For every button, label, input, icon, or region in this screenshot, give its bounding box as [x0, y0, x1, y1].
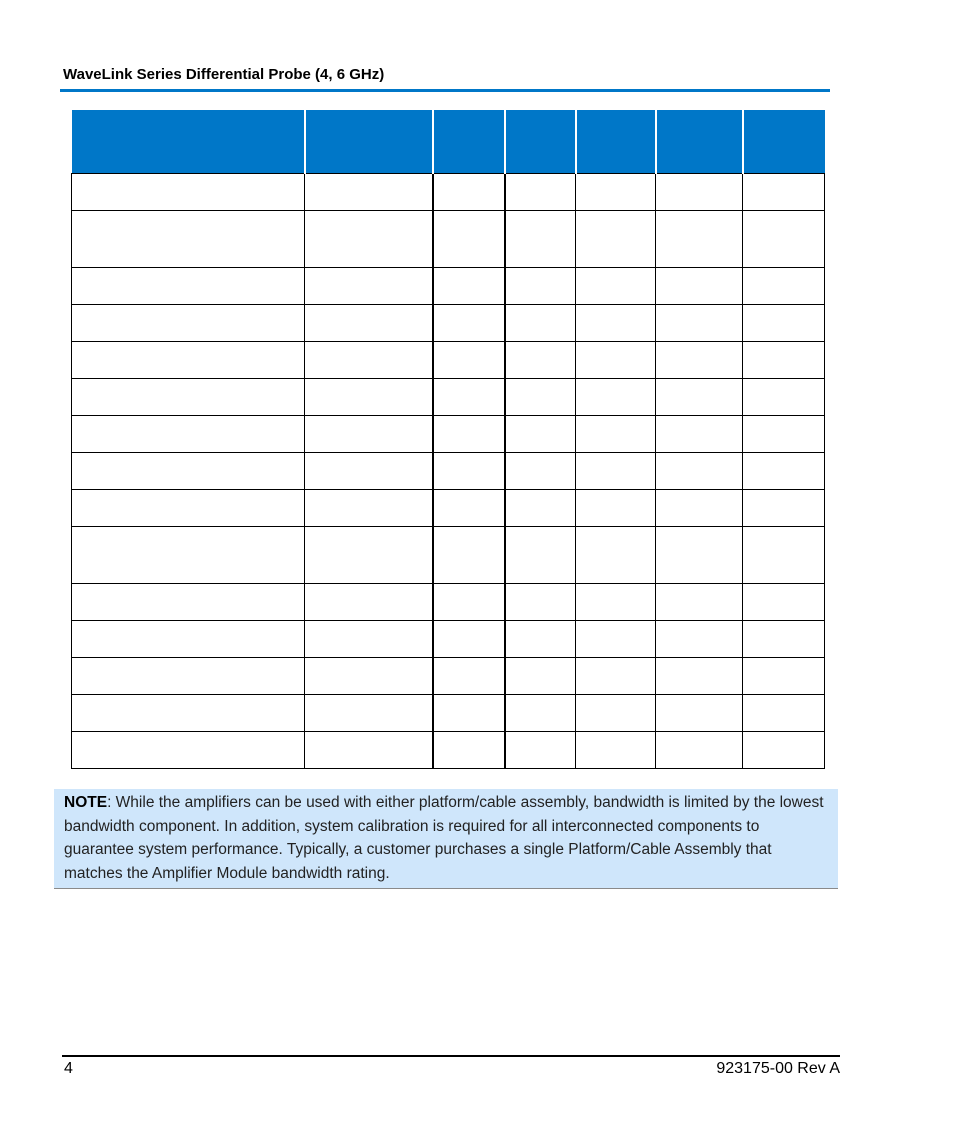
table-cell — [656, 658, 743, 695]
table-row — [72, 584, 825, 621]
table-cell — [505, 584, 576, 621]
table-header-row — [72, 110, 825, 174]
table-row — [72, 658, 825, 695]
table-cell — [305, 621, 433, 658]
header-divider — [60, 89, 830, 92]
table-cell — [576, 174, 656, 211]
table-cell — [743, 174, 825, 211]
table-cell — [656, 621, 743, 658]
table-cell — [305, 416, 433, 453]
table-cell — [743, 695, 825, 732]
table-row — [72, 305, 825, 342]
table-cell — [505, 527, 576, 584]
header-cell — [72, 110, 305, 174]
table-cell — [72, 342, 305, 379]
table-cell — [305, 379, 433, 416]
table-cell — [72, 584, 305, 621]
table-cell — [433, 342, 505, 379]
table-cell — [305, 695, 433, 732]
table-cell — [743, 584, 825, 621]
table-cell — [505, 211, 576, 268]
table-cell — [433, 268, 505, 305]
specification-table — [71, 110, 825, 769]
table-cell — [505, 342, 576, 379]
table-row — [72, 268, 825, 305]
table-cell — [433, 695, 505, 732]
note-text: : While the amplifiers can be used with either platform/cable assembly, bandwidth is limited by the lowest bandwidth component. In addition, system calibration is required for all interconnected components to guarantee system performance. Typically, a customer purchases a single Platform/Cable Assembly that matches the Amplifier Module bandwidth rating. — [64, 794, 824, 882]
table-cell — [433, 211, 505, 268]
table-cell — [505, 732, 576, 769]
table-cell — [72, 490, 305, 527]
table-cell — [305, 453, 433, 490]
table-cell — [433, 732, 505, 769]
header-cell — [433, 110, 505, 174]
table-cell — [505, 379, 576, 416]
table-cell — [433, 416, 505, 453]
table-cell — [305, 584, 433, 621]
table-cell — [743, 268, 825, 305]
page-number: 4 — [64, 1060, 73, 1077]
table-cell — [656, 527, 743, 584]
header-cell — [656, 110, 743, 174]
table-cell — [576, 490, 656, 527]
table-cell — [305, 732, 433, 769]
table-cell — [72, 379, 305, 416]
table-cell — [576, 695, 656, 732]
table-cell — [576, 211, 656, 268]
page-header-title: WaveLink Series Differential Probe (4, 6 GHz) — [63, 66, 385, 83]
note-box — [54, 789, 838, 889]
table-cell — [305, 305, 433, 342]
table-cell — [576, 342, 656, 379]
table-cell — [305, 490, 433, 527]
table-cell — [743, 416, 825, 453]
table-cell — [433, 658, 505, 695]
table-cell — [433, 527, 505, 584]
header-cell — [743, 110, 825, 174]
table-cell — [433, 490, 505, 527]
table-row — [72, 732, 825, 769]
table-cell — [433, 305, 505, 342]
table-cell — [656, 211, 743, 268]
table-row — [72, 211, 825, 268]
table-cell — [305, 342, 433, 379]
table-cell — [656, 416, 743, 453]
table-cell — [72, 695, 305, 732]
header-cell — [576, 110, 656, 174]
header-cell — [305, 110, 433, 174]
table-row — [72, 342, 825, 379]
table-cell — [72, 174, 305, 211]
table-cell — [505, 453, 576, 490]
table-row — [72, 174, 825, 211]
table-row — [72, 490, 825, 527]
table-cell — [743, 490, 825, 527]
table-cell — [505, 174, 576, 211]
table-cell — [72, 621, 305, 658]
table-cell — [743, 379, 825, 416]
table-cell — [743, 453, 825, 490]
table-row — [72, 416, 825, 453]
table-cell — [305, 211, 433, 268]
table-row — [72, 453, 825, 490]
table-cell — [72, 416, 305, 453]
table-cell — [72, 732, 305, 769]
table-cell — [72, 211, 305, 268]
footer-divider — [62, 1055, 840, 1057]
table-cell — [433, 584, 505, 621]
table-cell — [576, 621, 656, 658]
table-cell — [72, 268, 305, 305]
table-cell — [656, 584, 743, 621]
table-header — [72, 110, 825, 174]
table-cell — [576, 732, 656, 769]
table-cell — [576, 268, 656, 305]
table-cell — [72, 527, 305, 584]
table-cell — [656, 174, 743, 211]
table-cell — [656, 490, 743, 527]
table-row — [72, 621, 825, 658]
table-cell — [72, 305, 305, 342]
table-cell — [656, 268, 743, 305]
table-row — [72, 527, 825, 584]
table-cell — [72, 453, 305, 490]
table-cell — [305, 268, 433, 305]
table-cell — [743, 211, 825, 268]
table-cell — [743, 732, 825, 769]
table-cell — [505, 621, 576, 658]
table-cell — [305, 527, 433, 584]
table-cell — [656, 379, 743, 416]
table-cell — [505, 658, 576, 695]
table-cell — [505, 695, 576, 732]
table-cell — [576, 584, 656, 621]
table-cell — [743, 527, 825, 584]
table-cell — [656, 305, 743, 342]
table-cell — [433, 621, 505, 658]
table-cell — [576, 527, 656, 584]
note-label: NOTE — [64, 794, 108, 811]
table-cell — [72, 658, 305, 695]
table-cell — [576, 658, 656, 695]
table-cell — [743, 658, 825, 695]
table-cell — [576, 305, 656, 342]
table-cell — [433, 174, 505, 211]
table-cell — [433, 453, 505, 490]
table-cell — [505, 416, 576, 453]
document-revision: 923175-00 Rev A — [716, 1060, 840, 1077]
table-row — [72, 379, 825, 416]
table-cell — [656, 342, 743, 379]
table-cell — [433, 379, 505, 416]
table-cell — [505, 305, 576, 342]
table-cell — [743, 621, 825, 658]
table-row — [72, 695, 825, 732]
table-cell — [576, 379, 656, 416]
table-cell — [656, 453, 743, 490]
table-cell — [743, 342, 825, 379]
table-body — [72, 174, 825, 769]
header-cell — [505, 110, 576, 174]
table-cell — [576, 453, 656, 490]
table-cell — [505, 490, 576, 527]
table-cell — [576, 416, 656, 453]
table-cell — [305, 174, 433, 211]
table-cell — [656, 695, 743, 732]
table-cell — [305, 658, 433, 695]
table-cell — [656, 732, 743, 769]
table-cell — [743, 305, 825, 342]
table-cell — [505, 268, 576, 305]
